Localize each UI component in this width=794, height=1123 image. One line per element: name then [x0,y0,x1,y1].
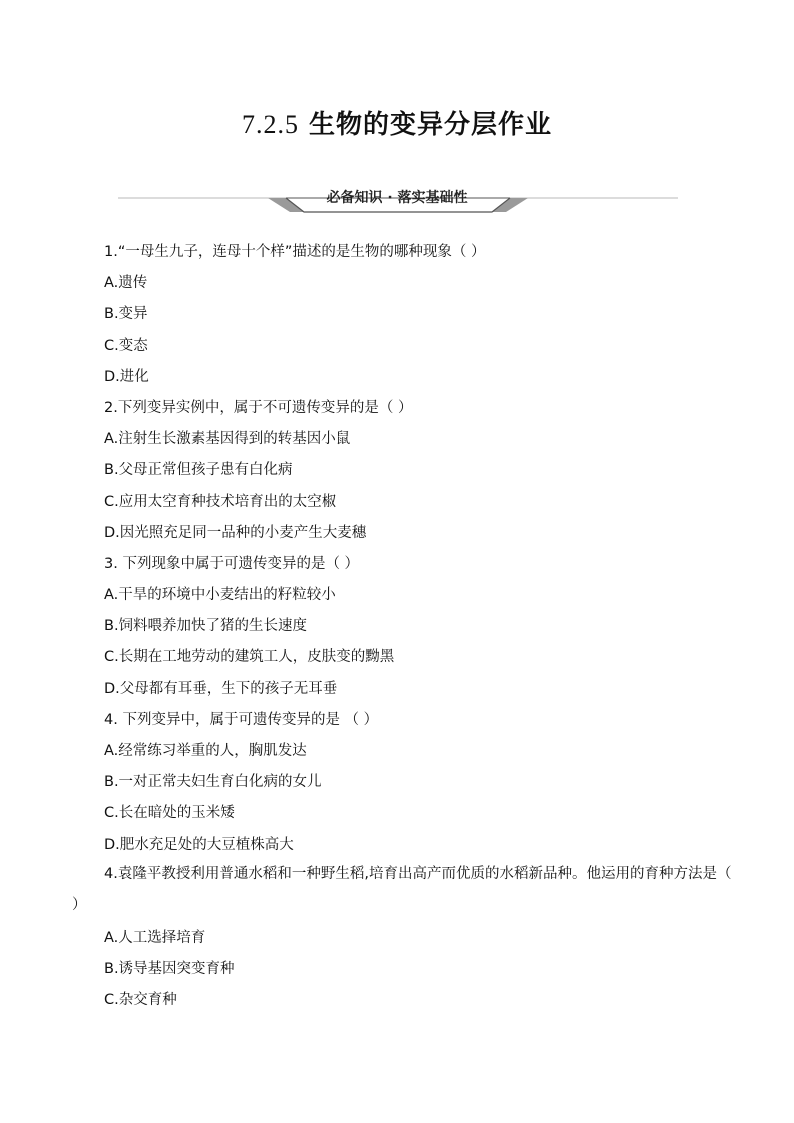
question-list [104,240,724,864]
option: B.诱导基因突变育种 [104,961,235,978]
option: A.干旱的环境中小麦结出的籽粒较小 [104,587,336,604]
option: C.长期在工地劳动的建筑工人，皮肤变的黝黑 [104,649,395,666]
option: A.遗传 [104,275,148,292]
option: B.父母正常但孩子患有白化病 [104,462,293,479]
option: D.父母都有耳垂，生下的孩子无耳垂 [104,680,338,697]
question-stem: 2.下列变异实例中，属于不可遗传变异的是（ ） [104,399,413,416]
option: A.注射生长激素基因得到的转基因小鼠 [104,431,351,448]
option: C.应用太空育种技术培育出的太空椒 [104,493,337,510]
option: B.饲料喂养加快了猪的生长速度 [104,618,308,635]
option: B.变异 [104,306,148,323]
question-stem: 3. 下列现象中属于可遗传变异的是（ ） [104,555,360,572]
option: D.因光照充足同一品种的小麦产生大麦穗 [104,524,367,541]
section-banner: 必备知识 · 落实基础性 [326,190,468,206]
title-number: 7.2.5 [241,110,299,139]
option: C.变态 [104,337,148,354]
option: A.经常练习举重的人，胸肌发达 [104,743,307,759]
question-options [104,926,724,1020]
option: D.进化 [104,368,149,385]
question-stem-wrapped: 4.袁隆平教授利用普通水稻和一种野生稻,培育出高产而优质的水稻新品种。他运用的育种方法是（ ） [72,866,732,914]
option: C.杂交育种 [104,992,177,1009]
option: D.肥水充足处的大豆植株高大 [104,836,294,853]
option: B.一对正常夫妇生育白化病的女儿 [104,774,322,791]
page-title [0,104,794,141]
question-stem: 4. 下列变异中，属于可遗传变异的是 （ ） [104,711,379,728]
question-stem: 1.“一母生九子，连母十个样”描述的是生物的哪种现象（ ） [104,244,486,260]
option: C.长在暗处的玉米矮 [104,805,235,822]
option: A.人工选择培育 [104,930,206,946]
title-text: 生物的变异分层作业 [309,110,553,140]
